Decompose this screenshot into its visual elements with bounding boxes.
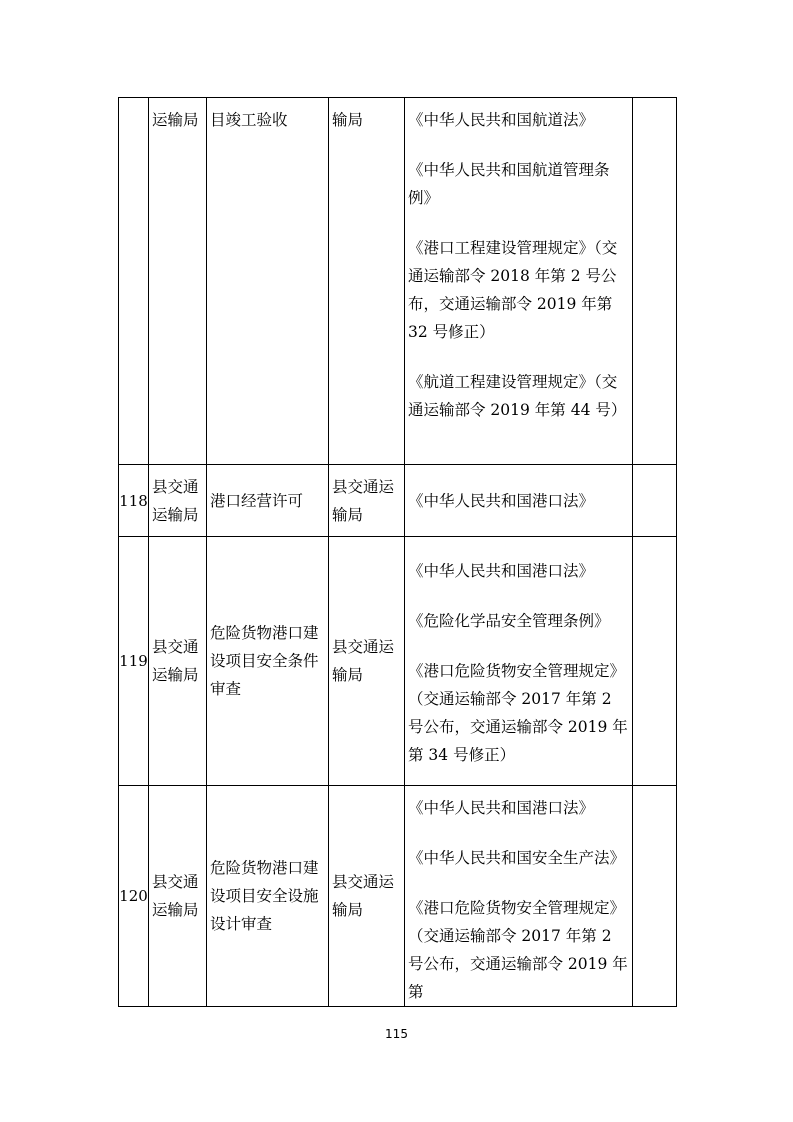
- authority-cell: 县交通运输局: [329, 786, 405, 1007]
- row-number: 119: [119, 537, 149, 786]
- legal-reference: 《中华人民共和国航道管理条例》: [408, 161, 610, 207]
- remarks-cell: [633, 786, 677, 1007]
- table-row: [119, 465, 677, 537]
- table-row: [119, 786, 677, 1007]
- item-cell: 目竣工验收: [207, 98, 329, 465]
- row-number: 120: [119, 786, 149, 1007]
- table-row: [119, 537, 677, 786]
- legal-reference: 《航道工程建设管理规定》（交通运输部令 2019 年第 44 号）: [408, 373, 627, 419]
- legal-basis-cell: [405, 98, 633, 465]
- legal-reference: 《中华人民共和国航道法》: [408, 111, 595, 129]
- legal-reference: 《港口危险货物安全管理规定》（交通运输部令 2017 年第 2 号公布，交通运输部令 2019 年第 34 号修正）: [408, 662, 628, 764]
- table-row: [119, 98, 677, 465]
- legal-reference: 《中华人民共和国港口法》: [408, 562, 595, 580]
- item-cell: 危险货物港口建设项目安全设施设计审查: [207, 786, 329, 1007]
- remarks-cell: [633, 465, 677, 537]
- row-number: [119, 98, 149, 465]
- legal-basis-cell: [405, 465, 633, 537]
- page-number: 115: [385, 1027, 408, 1041]
- item-cell: 危险货物港口建设项目安全条件审查: [207, 537, 329, 786]
- item-cell: 港口经营许可: [207, 465, 329, 537]
- legal-basis-cell: [405, 537, 633, 786]
- department-cell: 运输局: [149, 98, 207, 465]
- legal-reference: 《中华人民共和国港口法》: [408, 799, 595, 817]
- remarks-cell: [633, 537, 677, 786]
- department-cell: 县交通运输局: [149, 537, 207, 786]
- authority-cell: 县交通运输局: [329, 465, 405, 537]
- legal-reference: 《港口危险货物安全管理规定》（交通运输部令 2017 年第 2 号公布，交通运输部令 2019 年第: [408, 899, 628, 1001]
- permit-table: [118, 97, 677, 1007]
- legal-reference: 《中华人民共和国港口法》: [408, 491, 595, 510]
- remarks-cell: [633, 98, 677, 465]
- legal-basis-cell: [405, 786, 633, 1007]
- row-number: 118: [119, 465, 149, 537]
- legal-reference: 《港口工程建设管理规定》（交通运输部令 2018 年第 2 号公布，交通运输部令 2019 年第 32 号修正）: [408, 239, 618, 341]
- legal-reference: 《危险化学品安全管理条例》: [408, 612, 610, 630]
- department-cell: 县交通运输局: [149, 465, 207, 537]
- authority-cell: 县交通运输局: [329, 537, 405, 786]
- department-cell: 县交通运输局: [149, 786, 207, 1007]
- legal-reference: 《中华人民共和国安全生产法》: [408, 849, 626, 867]
- authority-cell: 输局: [329, 98, 405, 465]
